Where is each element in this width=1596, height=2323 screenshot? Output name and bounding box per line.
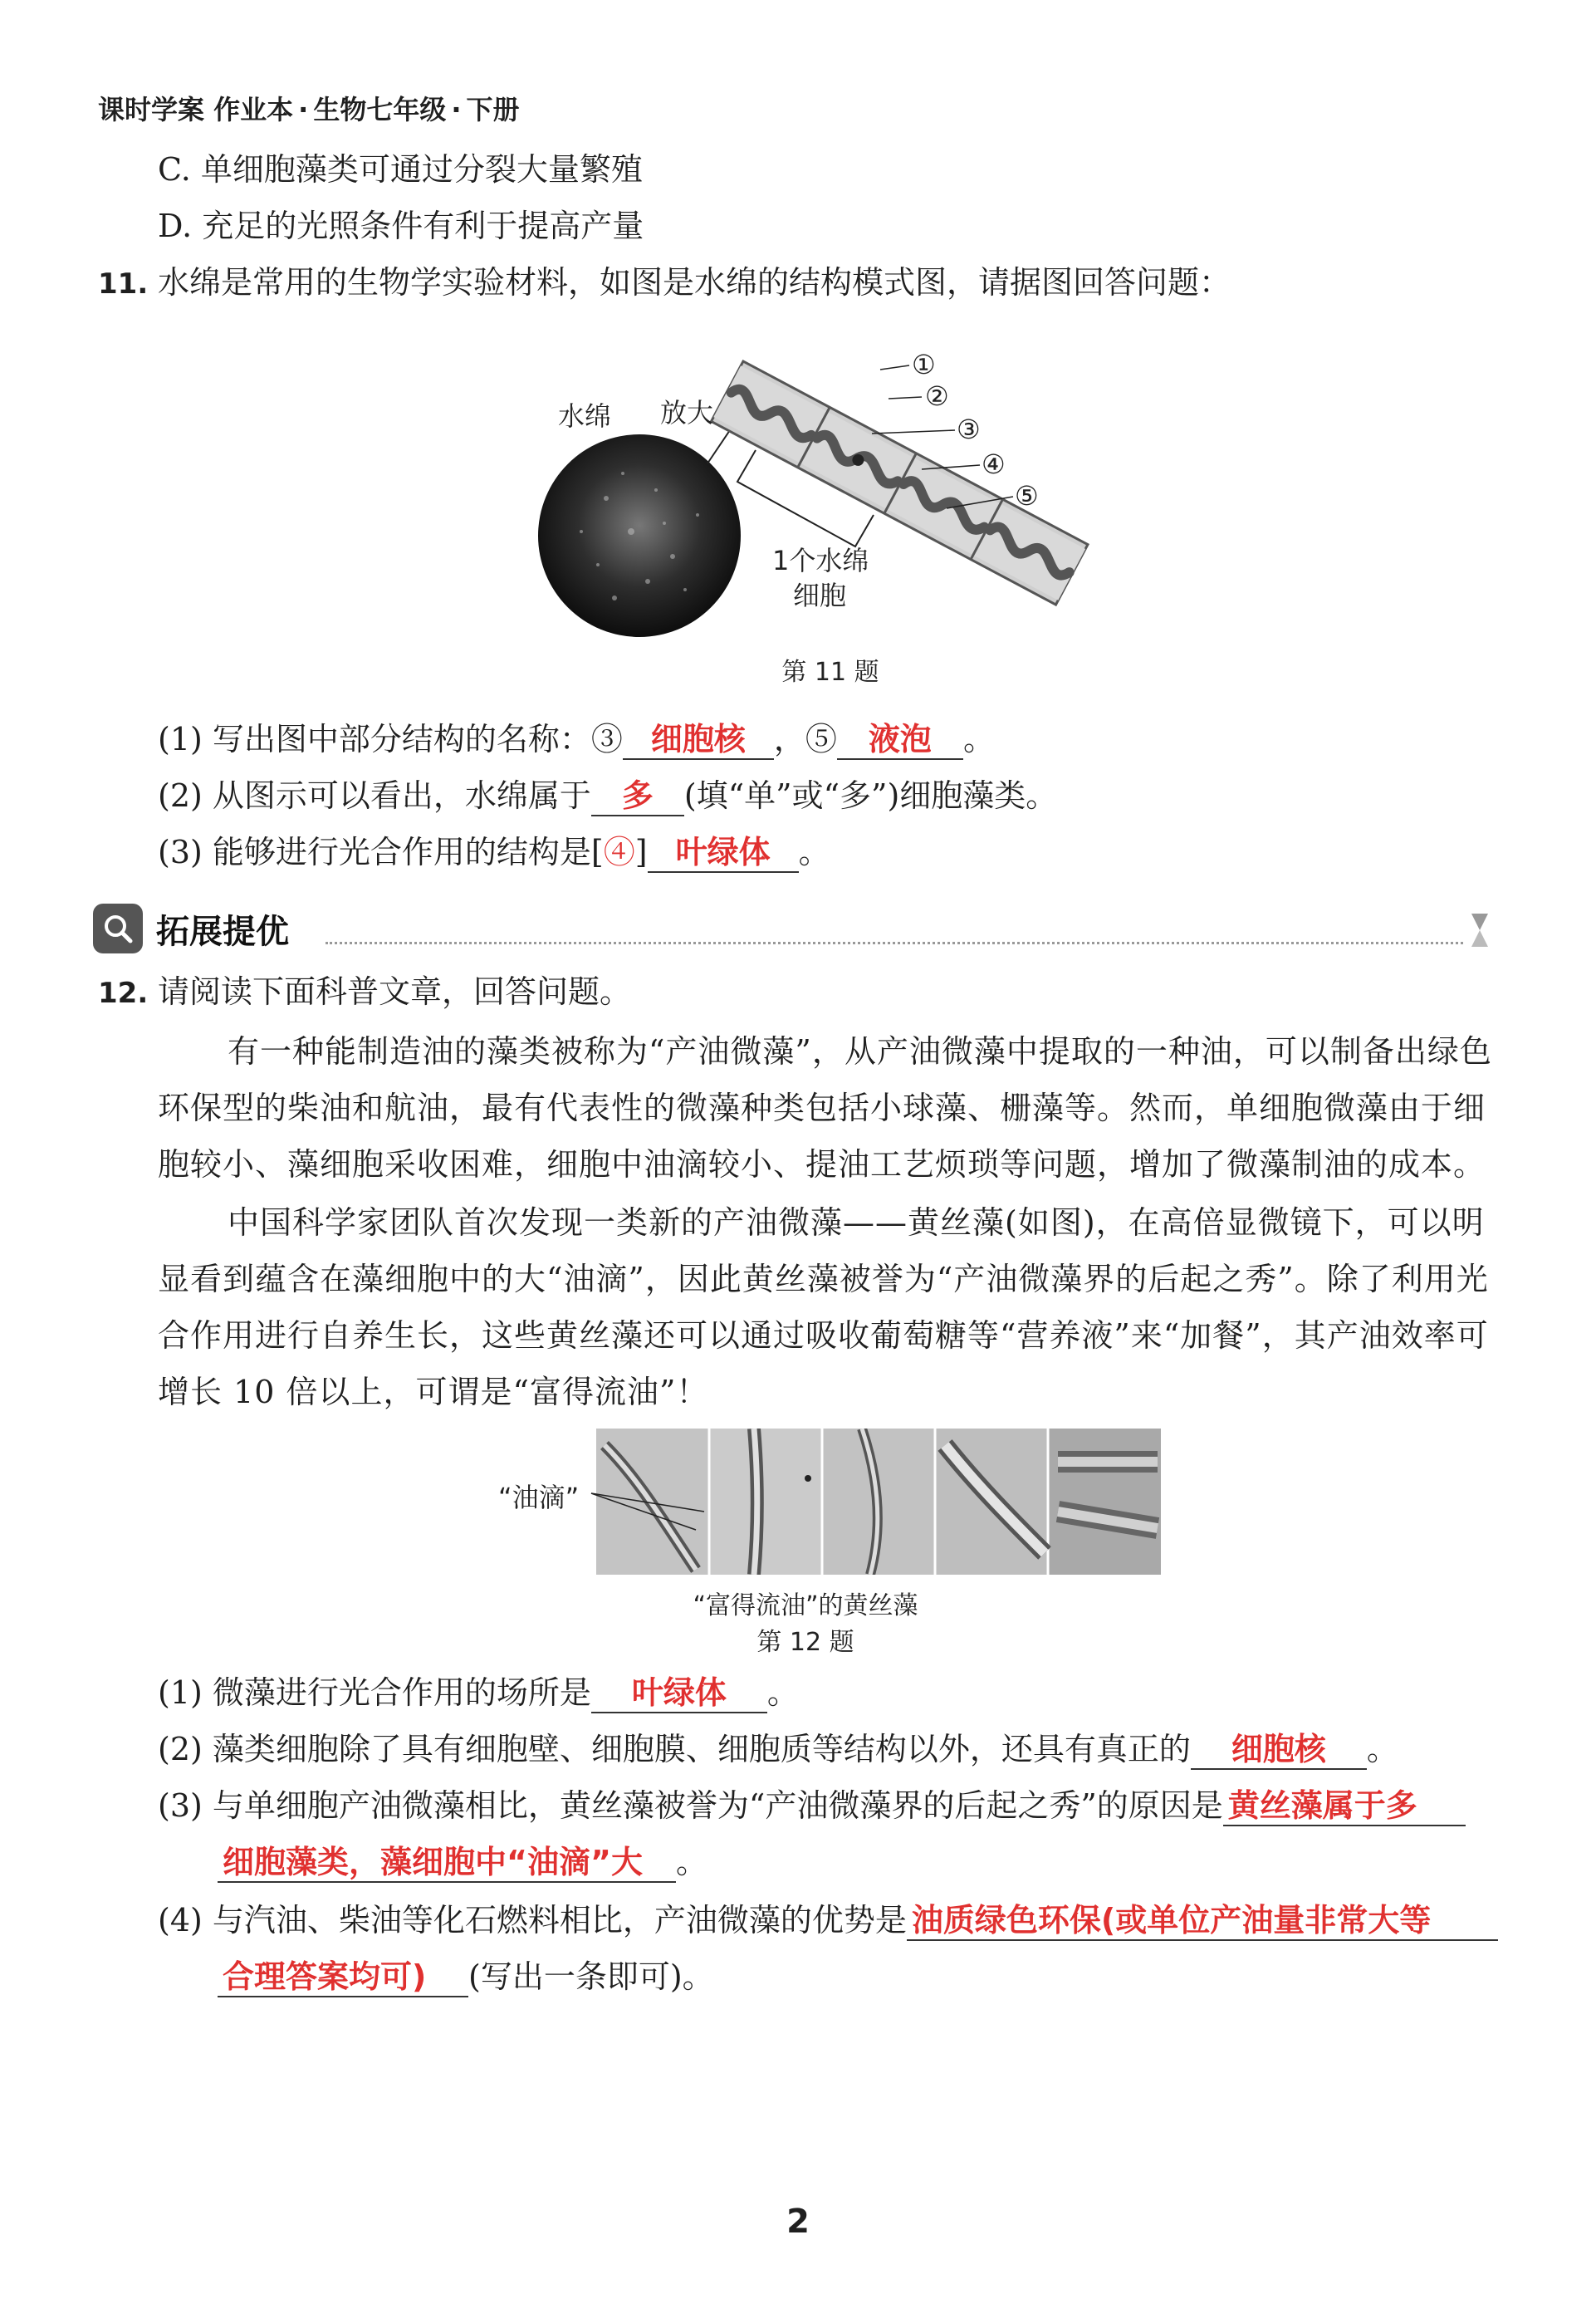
q11-sub1	[158, 716, 995, 762]
q11-number: 11.	[98, 267, 149, 301]
hourglass-icon	[1468, 912, 1491, 952]
label-fangda: 放大	[660, 397, 714, 429]
q11-sub3-answer-num: ④	[603, 834, 635, 870]
magnifier-icon	[93, 904, 143, 953]
q12-sub2	[158, 1726, 1398, 1772]
q11-caption: 第 11 题	[781, 658, 879, 687]
q11-sub1-mid: ，⑤	[773, 721, 837, 757]
q12-sub3-suffix: 。	[676, 1844, 708, 1880]
q12-sub2-answer: 细胞核	[1191, 1730, 1367, 1770]
marker-3: ③	[957, 414, 981, 445]
q11-sub3-prefix: (3) 能够进行光合作用的结构是[	[158, 834, 604, 870]
q12-paragraph-1: 有一种能制造油的藻类被称为“产油微藻”，从产油微藻中提取的一种油，可以制备出绿色环保型的柴油和航油，最有代表性的微藻种类包括小球藻、栅藻等。然而，单细胞微藻由于细胞较小、藻细胞采收困难，细胞中油滴较小、提油工艺烦琐等问题，增加了微藻制油的成本。	[158, 1033, 1492, 1183]
q12-sub1-prefix: (1) 微藻进行光合作用的场所是	[158, 1674, 591, 1711]
q12-stem: 请阅读下面科普文章，回答问题。	[158, 973, 632, 1010]
spirogyra-figure	[531, 316, 1129, 648]
q12-sub4-line1	[158, 1897, 1498, 1943]
q12-sub3-answer-line1: 黄丝藻属于多	[1223, 1786, 1466, 1826]
q11-stem-line	[98, 259, 1231, 307]
q12-sub2-suffix: 。	[1366, 1731, 1398, 1767]
section-header	[93, 899, 289, 958]
q11-sub3	[158, 829, 830, 875]
q12-sub4-line2	[218, 1953, 714, 2000]
q12-paragraph-2: 中国科学家团队首次发现一类新的产油微藻——黄丝藻(如图)，在高倍显微镜下，可以明显看到蕴含在藻细胞中的大“油滴”，因此黄丝藻被誉为“产油微藻界的后起之秀”。除了利用光合作用进行自养生长，这些黄丝藻还可以通过吸收葡萄糖等“营养液”来“加餐”，其产油效率可增长 10 倍以上，可谓是“富得流油”！	[158, 1204, 1489, 1410]
section-divider	[326, 942, 1463, 944]
q12-sub1-suffix: 。	[766, 1674, 799, 1711]
q12-caption-title: “富得流油”的黄丝藻	[693, 1591, 918, 1620]
q11-sub2-answer: 多	[591, 777, 684, 816]
header-series: 课时学案	[98, 94, 205, 125]
q12-sub3-prefix: (3) 与单细胞产油微藻相比，黄丝藻被誉为“产油微藻界的后起之秀”的原因是	[158, 1787, 1223, 1824]
q12-sub3-answer-line2: 细胞藻类，藻细胞中“油滴”大	[218, 1843, 676, 1883]
q11-sub2-prefix: (2) 从图示可以看出，水绵属于	[158, 777, 591, 814]
q10-option-c: C. 单细胞藻类可通过分裂大量繁殖	[158, 151, 643, 188]
q12-sub4-suffix: (写出一条即可)。	[468, 1958, 714, 1995]
label-one-cell-1: 1个水绵	[772, 545, 869, 576]
q12-sub4-answer-line2: 合理答案均可)	[218, 1958, 468, 1997]
marker-1: ①	[912, 349, 936, 380]
q11-sub1-prefix: (1) 写出图中部分结构的名称：③	[158, 721, 623, 757]
q12-sub1-answer: 叶绿体	[591, 1674, 767, 1713]
q11-sub1-answer-1: 细胞核	[623, 720, 774, 760]
q11-sub3-bracket: ]	[634, 834, 648, 870]
section-title: 拓展提优	[156, 912, 289, 951]
microscope-view	[538, 434, 741, 637]
label-one-cell-2: 细胞	[793, 580, 847, 611]
q10-option-d: D. 充足的光照条件有利于提高产量	[158, 208, 644, 244]
q12-sub1	[158, 1669, 799, 1716]
marker-2: ②	[925, 380, 949, 412]
label-shuimian: 水绵	[558, 400, 612, 432]
running-header: 课时学案 作业本 · 生物七年级 · 下册	[98, 94, 520, 125]
q11-sub3-answer: 叶绿体	[648, 833, 799, 873]
header-subject: 生物七年级	[313, 94, 447, 125]
q11-sub1-suffix: 。	[962, 721, 995, 757]
q12-number: 12.	[98, 977, 149, 1010]
youdi-leaders	[588, 1487, 712, 1536]
q11-sub1-answer-2: 液泡	[837, 720, 963, 760]
q11-sub2	[158, 772, 1057, 819]
q11-sub3-suffix: 。	[798, 834, 830, 870]
q12-sub3-line1	[158, 1782, 1466, 1829]
marker-5: ⑤	[1015, 480, 1039, 512]
q12-sub4-prefix: (4) 与汽油、柴油等化石燃料相比，产油微藻的优势是	[158, 1902, 907, 1938]
marker-4: ④	[982, 448, 1006, 480]
q11-sub2-suffix: (填“单”或“多”)细胞藻类。	[683, 777, 1058, 814]
header-volume: 下册	[466, 94, 520, 125]
q12-sub2-prefix: (2) 藻类细胞除了具有细胞壁、细胞膜、细胞质等结构以外，还具有真正的	[158, 1731, 1191, 1767]
q12-sub3-line2	[218, 1839, 707, 1885]
label-youdi: “油滴”	[498, 1482, 580, 1513]
q12-stem-line	[98, 968, 631, 1017]
q12-sub4-answer-line1: 油质绿色环保(或单位产油量非常大等	[907, 1901, 1498, 1941]
q12-caption-number: 第 12 题	[756, 1628, 854, 1657]
header-book: 作业本	[213, 94, 294, 125]
page-number: 2	[786, 2203, 810, 2241]
q11-stem: 水绵是常用的生物学实验材料，如图是水绵的结构模式图，请据图回答问题：	[158, 264, 1231, 301]
